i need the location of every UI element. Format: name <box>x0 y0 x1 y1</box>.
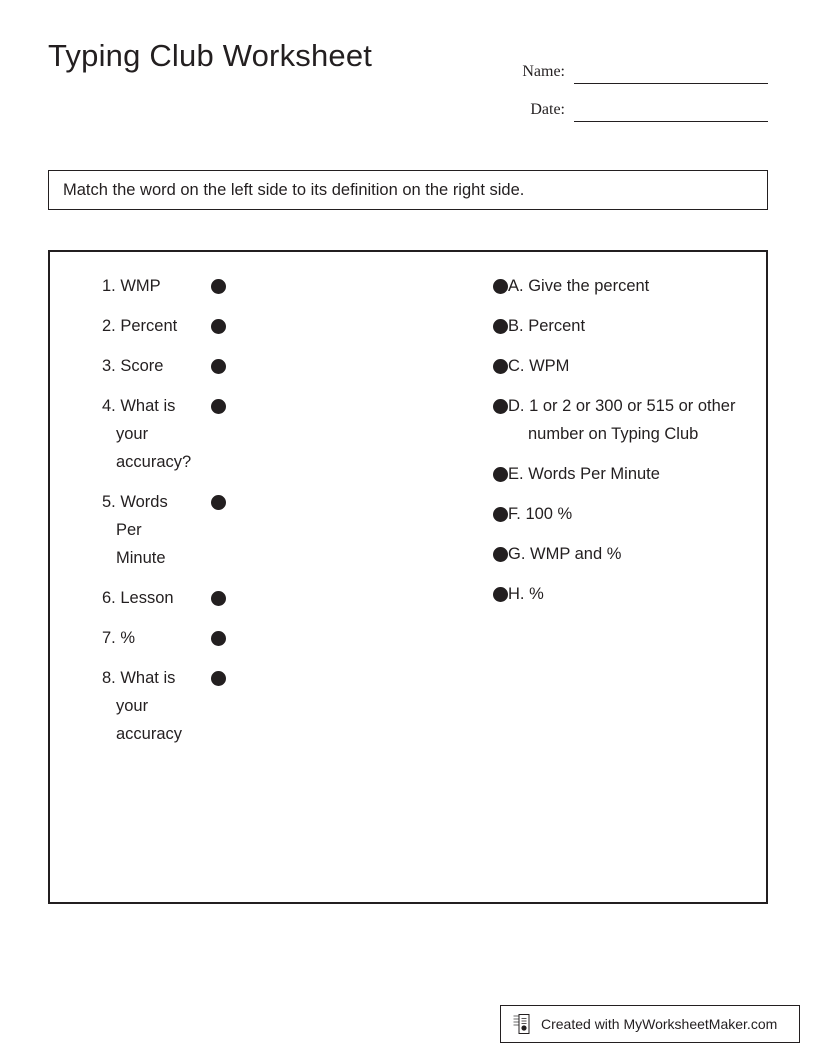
match-dot-icon[interactable] <box>211 359 226 374</box>
question-dot-cell[interactable] <box>188 312 248 334</box>
match-dot-icon[interactable] <box>211 671 226 686</box>
answer-dot-cell[interactable] <box>446 580 508 602</box>
answer-dot-cell[interactable] <box>446 272 508 294</box>
question-label <box>68 392 192 476</box>
question-label <box>68 584 188 612</box>
question-label <box>68 312 188 340</box>
question-text: % <box>120 629 136 647</box>
list-item <box>68 624 368 652</box>
answer-dot-cell[interactable] <box>446 540 508 562</box>
match-dot-icon[interactable] <box>211 279 226 294</box>
list-item <box>446 392 746 448</box>
questions-column <box>68 272 368 760</box>
date-row <box>468 84 768 122</box>
match-dot-icon[interactable] <box>211 631 226 646</box>
name-label: Name: <box>522 63 565 80</box>
match-dot-icon[interactable] <box>493 399 508 414</box>
name-date-block <box>468 46 768 122</box>
question-text: What is your accuracy <box>116 669 183 743</box>
list-item <box>68 312 368 340</box>
list-item <box>68 584 368 612</box>
answer-text: Words Per Minute <box>528 465 660 483</box>
match-dot-icon[interactable] <box>493 359 508 374</box>
page-title: Typing Club Worksheet <box>48 38 373 73</box>
answer-label <box>508 460 746 488</box>
answer-letter: B. <box>508 317 524 335</box>
list-item <box>446 540 746 568</box>
answer-text: Give the percent <box>528 277 650 295</box>
answer-text: 100 % <box>525 505 573 523</box>
answer-letter: H. <box>508 585 525 603</box>
answer-letter: C. <box>508 357 525 375</box>
list-item <box>446 312 746 340</box>
answer-text: Percent <box>528 317 586 335</box>
instruction-box <box>48 170 768 210</box>
list-item <box>446 460 746 488</box>
list-item <box>68 272 368 300</box>
question-dot-cell[interactable] <box>188 664 248 686</box>
answer-text: 1 or 2 or 300 or 515 or other number on Typing Club <box>528 397 736 443</box>
match-dot-icon[interactable] <box>493 319 508 334</box>
answer-dot-cell[interactable] <box>446 392 508 414</box>
question-number: 8. <box>102 669 116 687</box>
question-text: What is your accuracy? <box>116 397 192 471</box>
question-number: 3. <box>102 357 116 375</box>
name-row <box>468 46 768 84</box>
answer-text: WMP and % <box>530 545 622 563</box>
question-label <box>68 624 188 652</box>
answer-letter: A. <box>508 277 524 295</box>
question-label <box>68 272 188 300</box>
list-item <box>446 352 746 380</box>
answer-label <box>508 540 746 568</box>
question-dot-cell[interactable] <box>188 392 248 414</box>
match-dot-icon[interactable] <box>493 507 508 522</box>
answer-label <box>508 500 746 528</box>
question-number: 2. <box>102 317 116 335</box>
match-dot-icon[interactable] <box>211 319 226 334</box>
answer-dot-cell[interactable] <box>446 352 508 374</box>
answer-label <box>508 392 746 448</box>
instruction-text: Match the word on the left side to its definition on the right side. <box>63 180 525 199</box>
question-label <box>68 664 188 748</box>
answer-dot-cell[interactable] <box>446 312 508 334</box>
match-dot-icon[interactable] <box>493 547 508 562</box>
worksheet-header <box>48 36 768 116</box>
match-dot-icon[interactable] <box>211 591 226 606</box>
question-number: 6. <box>102 589 116 607</box>
question-text: WMP <box>120 277 161 295</box>
list-item <box>446 500 746 528</box>
question-label <box>68 352 188 380</box>
list-item <box>68 488 368 572</box>
question-dot-cell[interactable] <box>188 584 248 606</box>
answer-label <box>508 272 746 300</box>
list-item <box>68 664 368 748</box>
date-input[interactable] <box>574 99 768 122</box>
list-item <box>68 392 368 476</box>
match-dot-icon[interactable] <box>493 467 508 482</box>
question-number: 4. <box>102 397 116 415</box>
answer-letter: G. <box>508 545 526 563</box>
date-label: Date: <box>530 101 565 118</box>
question-dot-cell[interactable] <box>188 488 248 510</box>
list-item <box>68 352 368 380</box>
answer-letter: E. <box>508 465 524 483</box>
answer-dot-cell[interactable] <box>446 500 508 522</box>
worksheet-maker-logo-icon <box>513 1013 533 1035</box>
answers-column <box>446 272 746 620</box>
answer-letter: F. <box>508 505 521 523</box>
question-number: 1. <box>102 277 116 295</box>
question-dot-cell[interactable] <box>188 272 248 294</box>
question-label <box>68 488 188 572</box>
list-item <box>446 580 746 608</box>
match-dot-icon[interactable] <box>493 587 508 602</box>
question-text: Score <box>120 357 164 375</box>
answer-letter: D. <box>508 397 525 415</box>
answer-label <box>508 580 746 608</box>
worksheet-maker-badge[interactable] <box>500 1005 800 1043</box>
answer-text: % <box>529 585 544 603</box>
question-dot-cell[interactable] <box>188 624 248 646</box>
match-dot-icon[interactable] <box>493 279 508 294</box>
question-number: 7. <box>102 629 116 647</box>
answer-label <box>508 312 746 340</box>
answer-label <box>508 352 746 380</box>
question-dot-cell[interactable] <box>188 352 248 374</box>
name-input[interactable] <box>574 61 768 84</box>
question-text: Lesson <box>120 589 174 607</box>
question-text: Words Per Minute <box>116 493 168 567</box>
badge-label: Created with MyWorksheetMaker.com <box>541 1016 778 1032</box>
match-dot-icon[interactable] <box>211 399 226 414</box>
answer-text: WPM <box>529 357 570 375</box>
match-dot-icon[interactable] <box>211 495 226 510</box>
answer-dot-cell[interactable] <box>446 460 508 482</box>
question-text: Percent <box>120 317 178 335</box>
matching-exercise-box <box>48 250 768 904</box>
question-number: 5. <box>102 493 116 511</box>
list-item <box>446 272 746 300</box>
